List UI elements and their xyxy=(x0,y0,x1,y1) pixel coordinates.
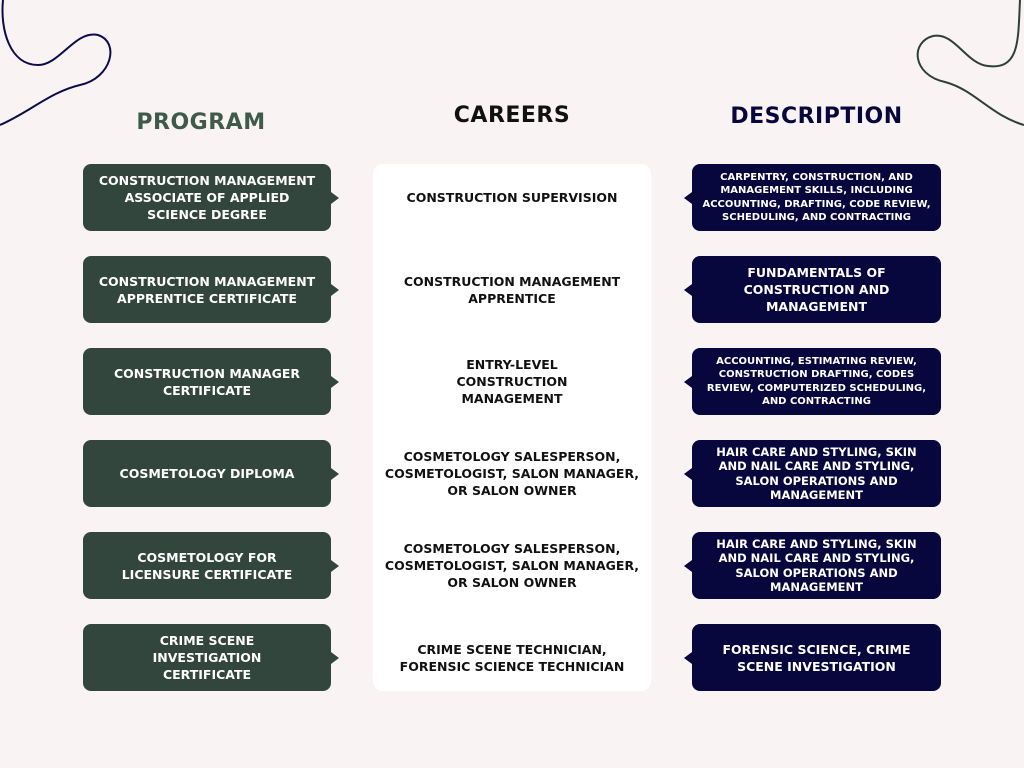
description-box: ACCOUNTING, ESTIMATING REVIEW, CONSTRUCTION DRAFTING, CODES REVIEW, COMPUTERIZED SCHEDULING, AND CONTRACTING xyxy=(692,348,941,415)
description-box: FORENSIC SCIENCE, CRIME SCENE INVESTIGATION xyxy=(692,624,941,691)
career-text: ENTRY-LEVEL CONSTRUCTION MANAGEMENT xyxy=(456,357,568,406)
career-text: COSMETOLOGY SALESPERSON, COSMETOLOGIST, SALON MANAGER, OR SALON OWNER xyxy=(384,449,640,498)
description-box: FUNDAMENTALS OF CONSTRUCTION AND MANAGEMENT xyxy=(692,256,941,323)
description-box: CARPENTRY, CONSTRUCTION, AND MANAGEMENT SKILLS, INCLUDING ACCOUNTING, DRAFTING, CODE REVIEW, SCHEDULING, AND CONTRACTING xyxy=(692,164,941,231)
program-box: CONSTRUCTION MANAGEMENT APPRENTICE CERTIFICATE xyxy=(83,256,331,323)
program-box: CONSTRUCTION MANAGER CERTIFICATE xyxy=(83,348,331,415)
career-text: CONSTRUCTION MANAGEMENT APPRENTICE xyxy=(403,273,621,306)
program-box: CRIME SCENE INVESTIGATION CERTIFICATE xyxy=(83,624,331,691)
description-box: HAIR CARE AND STYLING, SKIN AND NAIL CARE AND STYLING, SALON OPERATIONS AND MANAGEMENT xyxy=(692,532,941,599)
program-box: COSMETOLOGY DIPLOMA xyxy=(83,440,331,507)
description-box: HAIR CARE AND STYLING, SKIN AND NAIL CARE AND STYLING, SALON OPERATIONS AND MANAGEMENT xyxy=(692,440,941,507)
careers-heading: CAREERS xyxy=(453,103,571,128)
career-text: CONSTRUCTION SUPERVISION xyxy=(406,190,618,205)
career-text: COSMETOLOGY SALESPERSON, COSMETOLOGIST, SALON MANAGER, OR SALON OWNER xyxy=(384,541,640,590)
program-box: CONSTRUCTION MANAGEMENT ASSOCIATE OF APPLIED SCIENCE DEGREE xyxy=(83,164,331,231)
careers-panel xyxy=(373,164,651,691)
career-text: CRIME SCENE TECHNICIAN, FORENSIC SCIENCE TECHNICIAN xyxy=(399,641,625,674)
description-heading: DESCRIPTION xyxy=(730,104,903,129)
program-heading: PROGRAM xyxy=(136,110,266,135)
program-box: COSMETOLOGY FOR LICENSURE CERTIFICATE xyxy=(83,532,331,599)
